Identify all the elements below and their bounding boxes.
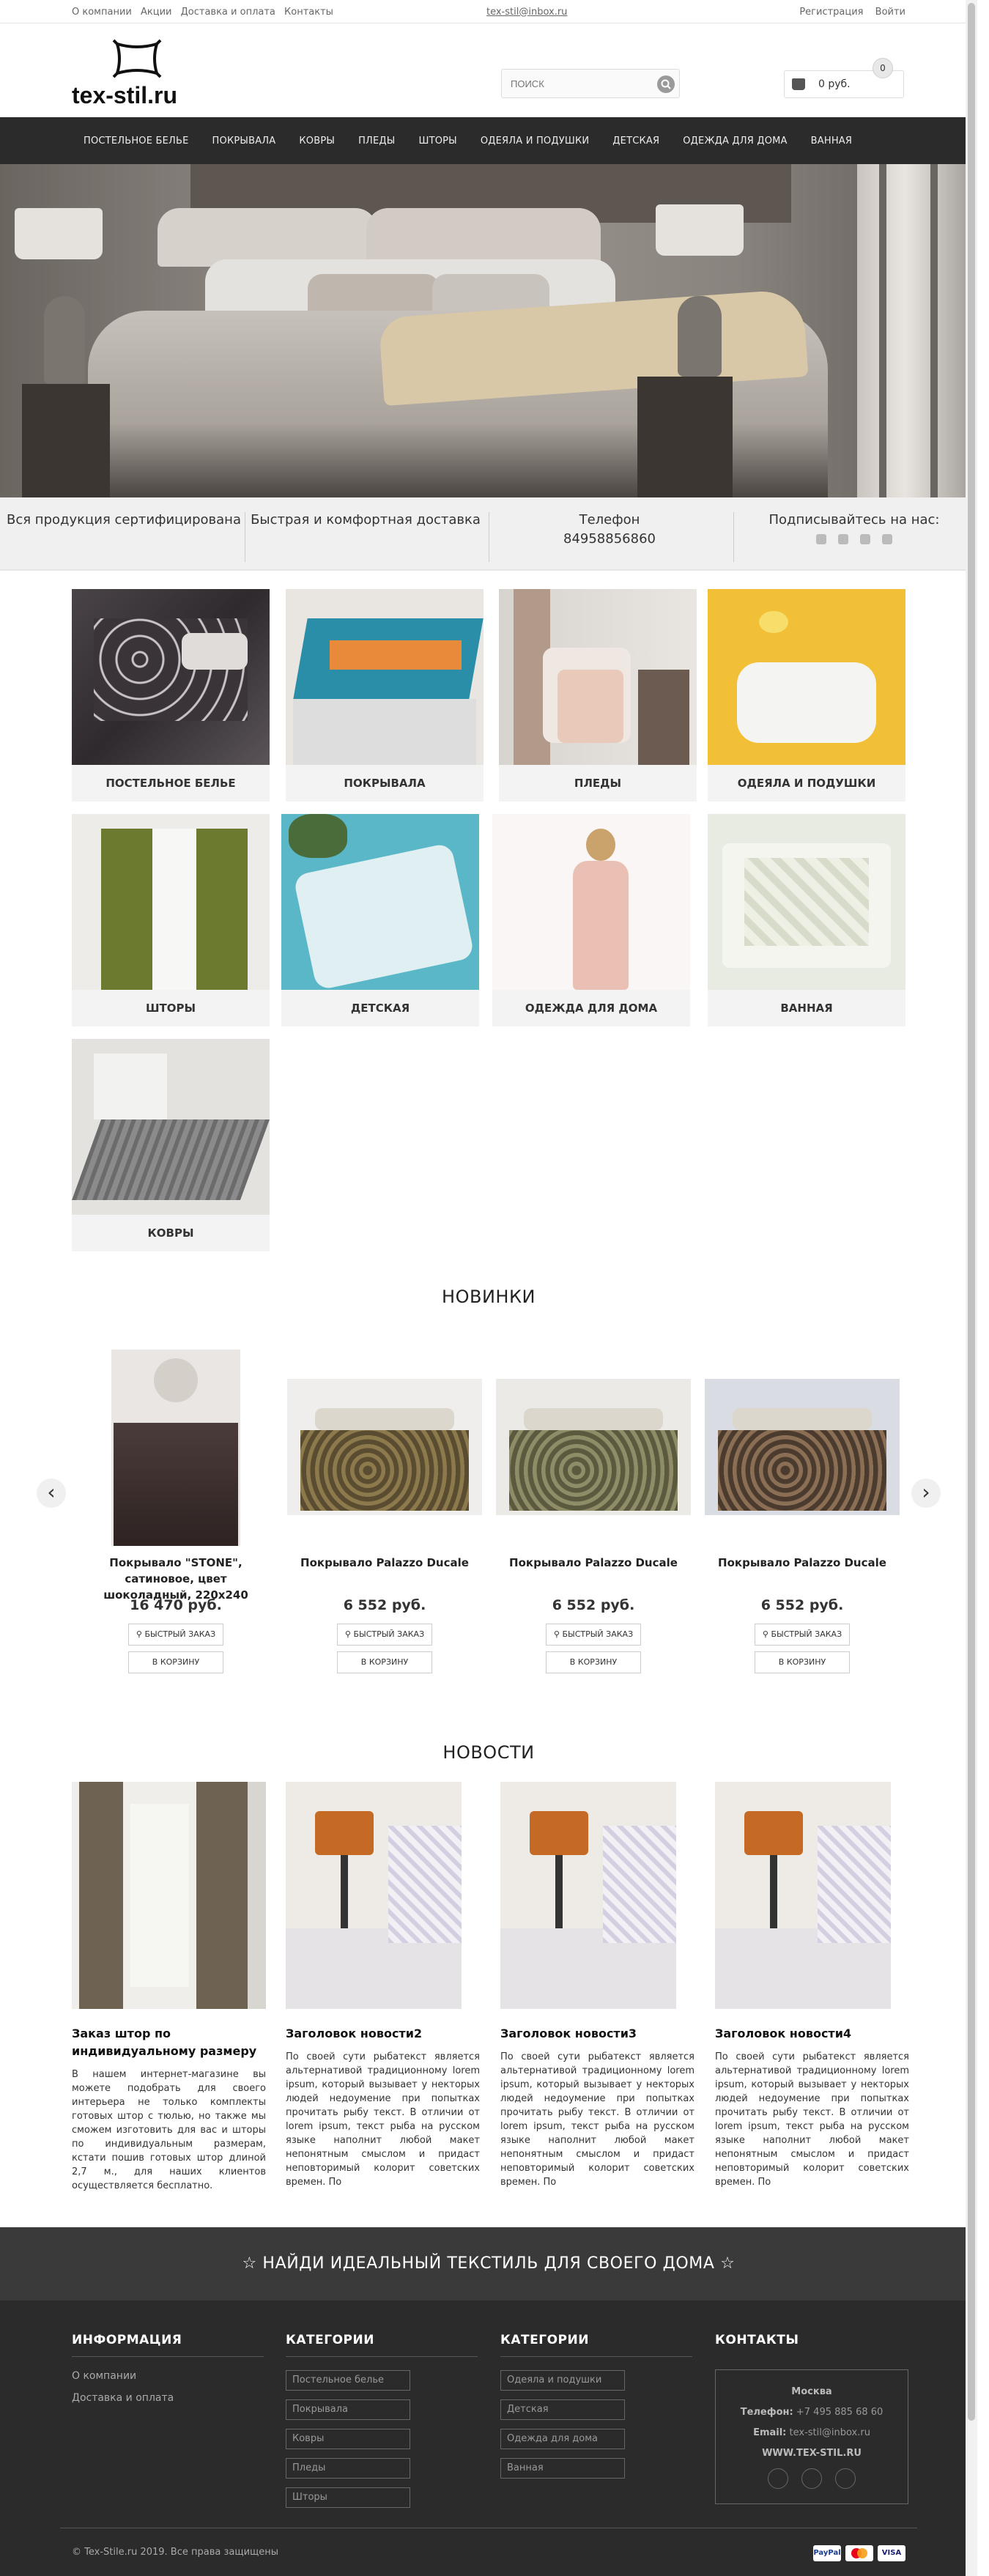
scrollbar-thumb[interactable] — [968, 3, 975, 2421]
footer-heading: КАТЕГОРИИ — [500, 2333, 692, 2357]
search-button[interactable] — [657, 75, 675, 93]
footer-link-about[interactable]: О компании — [72, 2370, 137, 2382]
category-card-bedspreads[interactable] — [286, 589, 484, 802]
benefit-phone — [489, 511, 730, 549]
benefit-delivery: Быстрая и комфортная доставка — [251, 512, 481, 528]
category-label: ДЕТСКАЯ — [350, 1002, 410, 1015]
footer — [0, 2301, 977, 2576]
paypal-icon: PayPal — [813, 2545, 841, 2561]
product-card[interactable] — [286, 1350, 484, 1679]
social-title: Подписывайтесь на нас: — [768, 512, 940, 528]
footer-info-column — [72, 2333, 264, 2414]
mastercard-icon — [845, 2545, 873, 2561]
footer-categories-column — [286, 2333, 478, 2517]
instagram-icon[interactable] — [882, 534, 892, 544]
nav-item-kids[interactable]: ДЕТСКАЯ — [612, 135, 660, 147]
odnoklassniki-icon[interactable] — [860, 534, 870, 544]
contact-phone[interactable]: +7 495 885 68 60 — [796, 2407, 884, 2418]
shopping-bag-icon — [792, 78, 805, 90]
news-image — [72, 1782, 266, 2009]
benefit-certified: Вся продукция сертифицирована — [7, 512, 241, 528]
product-price: 6 552 руб. — [552, 1597, 635, 1613]
category-label: ОДЕЯЛА И ПОДУШКИ — [737, 777, 876, 790]
contact-phone-label: Телефон: — [740, 2407, 793, 2418]
product-image — [286, 1350, 484, 1555]
footer-category-link[interactable]: Шторы — [286, 2487, 410, 2508]
search-box — [501, 69, 680, 98]
news-text: По своей сути рыбатекст является альтернативой традиционному lorem ipsum, который вызывает у некторых людей недоумение при попытках прочитать рыбу текст. В отличии от lorem ipsum, текст рыба на русском языке наполнит любой макет непонятным смыслом и придаст неповторимый колорит советских времен. По — [500, 2051, 694, 2188]
search-icon — [657, 75, 675, 93]
footer-category-link[interactable]: Одежда для дома — [500, 2429, 625, 2449]
news-image — [715, 1782, 891, 2009]
nav-item-bedding[interactable]: ПОСТЕЛЬНОЕ БЕЛЬЕ — [84, 135, 189, 147]
category-image — [499, 589, 697, 765]
quick-order-button[interactable]: ⚲ БЫСТРЫЙ ЗАКАЗ — [128, 1624, 223, 1646]
search-input[interactable] — [502, 70, 648, 97]
facebook-icon[interactable] — [816, 534, 826, 544]
cart-sum: 0 руб. — [818, 78, 851, 90]
cart-count-badge: 0 — [873, 58, 893, 78]
category-image — [72, 589, 270, 765]
category-image — [492, 814, 690, 990]
news-heading[interactable]: Заголовок новости2 — [286, 2027, 423, 2040]
footer-category-link[interactable]: Ванная — [500, 2458, 625, 2479]
contacts-box — [715, 2369, 908, 2504]
category-image — [708, 589, 905, 765]
vk-icon[interactable] — [838, 534, 848, 544]
footer-contacts-column — [715, 2333, 907, 2504]
category-image — [72, 814, 270, 990]
category-label: ШТОРЫ — [145, 1002, 196, 1015]
facebook-icon[interactable] — [768, 2468, 788, 2489]
twitter-icon[interactable] — [801, 2468, 822, 2489]
contact-site[interactable]: WWW.TEX-STIL.RU — [762, 2448, 862, 2459]
footer-category-link[interactable]: Постельное белье — [286, 2370, 410, 2391]
product-image — [703, 1350, 901, 1555]
category-image — [72, 1039, 270, 1215]
category-card-curtains[interactable] — [72, 814, 270, 1026]
pillow-logo-icon — [111, 38, 163, 79]
google-plus-icon[interactable] — [835, 2468, 856, 2489]
top-link-delivery[interactable]: Доставка и оплата — [180, 6, 275, 18]
category-card-bedding[interactable] — [72, 589, 270, 802]
news-heading[interactable]: Заголовок новости4 — [715, 2027, 852, 2040]
register-link[interactable]: Регистрация — [799, 6, 864, 18]
category-card-carpets[interactable] — [72, 1039, 270, 1251]
category-card-homewear[interactable] — [492, 814, 690, 1026]
product-price: 6 552 руб. — [343, 1597, 426, 1613]
promo-banner: ☆ НАЙДИ ИДЕАЛЬНЫЙ ТЕКСТИЛЬ ДЛЯ СВОЕГО ДОМА ☆ — [0, 2227, 977, 2301]
contact-city: Москва — [791, 2386, 832, 2397]
footer-heading: ИНФОРМАЦИЯ — [72, 2333, 264, 2357]
top-links — [72, 7, 333, 18]
category-card-plaids[interactable] — [499, 589, 697, 802]
carousel-next-button[interactable]: › — [911, 1478, 941, 1508]
top-email-link[interactable]: tex-stil@inbox.ru — [486, 6, 568, 18]
add-to-cart-button[interactable]: В КОРЗИНУ — [755, 1651, 850, 1673]
nav-item-bedspreads[interactable]: ПОКРЫВАЛА — [212, 135, 276, 147]
login-link[interactable]: Войти — [875, 6, 905, 18]
product-card[interactable] — [494, 1350, 692, 1679]
news-title: НОВОСТИ — [442, 1742, 535, 1763]
quick-order-button[interactable]: ⚲ БЫСТРЫЙ ЗАКАЗ — [337, 1624, 432, 1646]
benefits-bar — [0, 497, 977, 571]
contact-email[interactable]: tex-stil@inbox.ru — [789, 2427, 870, 2438]
top-link-promo[interactable]: Акции — [140, 6, 172, 18]
add-to-cart-button[interactable]: В КОРЗИНУ — [546, 1651, 641, 1673]
benefit-social — [733, 511, 975, 544]
news-heading[interactable]: Заказ штор по индивидуальному размеру — [72, 2027, 257, 2058]
top-link-contacts[interactable]: Контакты — [284, 6, 333, 18]
news-text: В нашем интернет-магазине вы можете подобрать для своего интерьера не только комплекты готовых штор с тюлью, но также мы сможем изготовить для вас и шторы по индивидуальным размерам, кстати пошив готовых штор длиной 2,7 м., для наших клиентов осуществляется бесплатно. — [72, 2069, 266, 2191]
category-label: ОДЕЖДА ДЛЯ ДОМА — [525, 1002, 658, 1015]
hero-banner-image — [0, 164, 977, 497]
contact-email-label: Email: — [753, 2427, 787, 2438]
category-label: ПОСТЕЛЬНОЕ БЕЛЬЕ — [105, 777, 236, 790]
nav-item-carpets[interactable]: КОВРЫ — [299, 135, 336, 147]
news-item[interactable] — [500, 1782, 694, 2189]
phone-title: Телефон — [579, 512, 640, 528]
footer-category-link[interactable]: Пледы — [286, 2458, 410, 2479]
category-label: КОВРЫ — [147, 1226, 194, 1240]
carousel-prev-button[interactable]: ‹ — [37, 1478, 66, 1508]
news-text: По своей сути рыбатекст является альтернативой традиционному lorem ipsum, который вызывает у некторых людей недоумение при попытках прочитать рыбу текст. В отличии от lorem ipsum, текст рыба на русском языке наполнит любой макет непонятным смыслом и придаст неповторимый колорит советских времен. По — [715, 2051, 909, 2188]
header — [0, 23, 977, 117]
product-card[interactable] — [77, 1350, 275, 1679]
quick-order-label: БЫСТРЫЙ ЗАКАЗ — [771, 1629, 842, 1639]
quick-order-label: БЫСТРЫЙ ЗАКАЗ — [562, 1629, 634, 1639]
copyright: © Tex-Stile.ru 2019. Все права защищены — [72, 2547, 279, 2558]
main-nav — [0, 117, 977, 164]
add-to-cart-button[interactable]: В КОРЗИНУ — [128, 1651, 223, 1673]
product-image — [77, 1350, 275, 1555]
footer-link-delivery[interactable]: Доставка и оплата — [72, 2392, 174, 2404]
news-item[interactable] — [286, 1782, 480, 2189]
news-image — [286, 1782, 462, 2009]
cart-widget[interactable] — [784, 63, 904, 98]
quick-order-button[interactable]: ⚲ БЫСТРЫЙ ЗАКАЗ — [755, 1624, 850, 1646]
phone-number[interactable]: 84958856860 — [563, 531, 656, 547]
news-item[interactable] — [715, 1782, 909, 2189]
category-image — [708, 814, 905, 990]
product-card[interactable] — [703, 1350, 901, 1679]
add-to-cart-button[interactable]: В КОРЗИНУ — [337, 1651, 432, 1673]
nav-item-bathroom[interactable]: ВАННАЯ — [810, 135, 853, 147]
category-image — [286, 589, 484, 765]
footer-category-link[interactable]: Одеяла и подушки — [500, 2370, 625, 2391]
page-scrollbar[interactable] — [966, 0, 977, 2576]
nav-item-blankets[interactable]: ОДЕЯЛА И ПОДУШКИ — [480, 135, 590, 147]
footer-heading: КОНТАКТЫ — [715, 2333, 799, 2347]
category-card-blankets[interactable] — [708, 589, 905, 802]
category-label: ПОКРЫВАЛА — [344, 777, 426, 790]
product-image — [494, 1350, 692, 1555]
product-name[interactable]: Покрывало "STONE", сатиновое, цвет шоколадный, 220х240 — [103, 1556, 248, 1602]
nav-item-curtains[interactable]: ШТОРЫ — [418, 135, 457, 147]
new-products-title: НОВИНКИ — [442, 1287, 536, 1307]
quick-order-button[interactable]: ⚲ БЫСТРЫЙ ЗАКАЗ — [546, 1624, 641, 1646]
footer-category-link[interactable]: Покрывала — [286, 2399, 410, 2420]
logo-text: tex-stil.ru — [72, 82, 178, 108]
news-image — [500, 1782, 676, 2009]
logo[interactable] — [72, 23, 218, 108]
category-label: ПЛЕДЫ — [574, 777, 622, 790]
footer-categories-column-2 — [500, 2333, 692, 2487]
quick-order-label: БЫСТРЫЙ ЗАКАЗ — [353, 1629, 425, 1639]
top-bar — [0, 0, 977, 23]
footer-category-link[interactable]: Детская — [500, 2399, 625, 2420]
news-item[interactable] — [72, 1782, 266, 2193]
top-link-about[interactable]: О компании — [72, 6, 132, 18]
news-heading[interactable]: Заголовок новости3 — [500, 2027, 637, 2040]
category-card-kids[interactable] — [281, 814, 479, 1026]
product-name[interactable]: Покрывало Palazzo Ducale — [300, 1556, 469, 1569]
nav-item-plaids[interactable]: ПЛЕДЫ — [358, 135, 396, 147]
mastercard-logo — [845, 2545, 873, 2561]
visa-icon: VISA — [878, 2545, 905, 2561]
category-label: ВАННАЯ — [780, 1002, 833, 1015]
quick-order-label: БЫСТРЫЙ ЗАКАЗ — [144, 1629, 216, 1639]
footer-category-link[interactable]: Ковры — [286, 2429, 410, 2449]
category-image — [281, 814, 479, 990]
product-name[interactable]: Покрывало Palazzo Ducale — [718, 1556, 886, 1569]
news-text: По своей сути рыбатекст является альтернативой традиционному lorem ipsum, который вызывает у некторых людей недоумение при попытках прочитать рыбу текст. В отличии от lorem ipsum, текст рыба на русском языке наполнит любой макет непонятным смыслом и придаст неповторимый колорит советских времен. По — [286, 2051, 480, 2188]
category-card-bathroom[interactable] — [708, 814, 905, 1026]
footer-heading: КАТЕГОРИИ — [286, 2333, 478, 2357]
product-name[interactable]: Покрывало Palazzo Ducale — [509, 1556, 678, 1569]
product-price: 6 552 руб. — [760, 1597, 844, 1613]
product-price: 16 470 руб. — [130, 1597, 222, 1613]
nav-item-homewear[interactable]: ОДЕЖДА ДЛЯ ДОМА — [683, 135, 788, 147]
